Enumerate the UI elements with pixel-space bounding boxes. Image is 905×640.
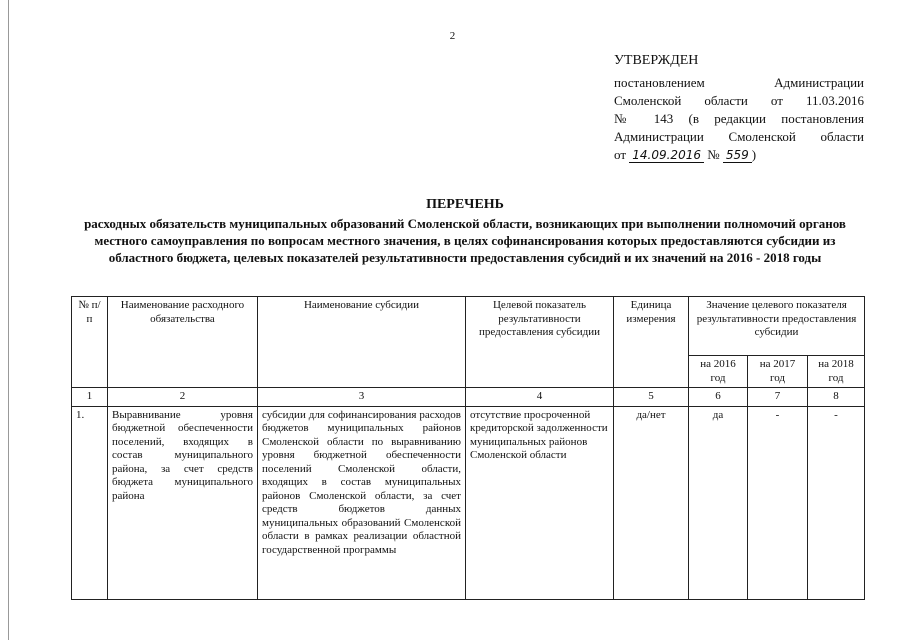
handwritten-number: 559 (723, 148, 752, 163)
handwritten-date: 14.09.2016 (629, 148, 704, 163)
header-obligation: Наименование расходного обязательства (108, 297, 258, 388)
approval-line: Администрации Смоленской области (614, 129, 864, 144)
approval-line: Смоленской области от 11.03.2016 (614, 93, 864, 108)
document-title: ПЕРЕЧЕНЬ (426, 197, 504, 212)
column-number: 7 (748, 388, 808, 407)
row-value-2017: - (748, 406, 808, 599)
subsidies-table (71, 296, 865, 600)
row-obligation: Выравнивание уровня бюджетной обеспеченности поселений, входящих в состав муниципального района, за счет средств бюджета муниципального района (108, 406, 258, 599)
column-number: 2 (108, 388, 258, 407)
table-row (72, 406, 865, 599)
document-title-block (80, 196, 850, 266)
column-number: 8 (808, 388, 865, 407)
column-number: 1 (72, 388, 108, 407)
row-unit: да/нет (614, 406, 689, 599)
approval-block (614, 52, 864, 164)
row-value-2016: да (689, 406, 748, 599)
page-number: 2 (449, 30, 456, 42)
approval-heading: УТВЕРЖДЕН (614, 53, 699, 68)
header-year-2016: на 2016 год (689, 356, 748, 388)
approval-line: № 143 (в редакции постановления (614, 111, 864, 126)
row-subsidy: субсидии для софинансирования расходов бюджетов муниципальных районов Смоленской области по выравниванию уровня бюджетной обеспеченности поселений Смоленской области, входящих в состав муниципальных районов Смоленской области, за счет средств бюджетов данных муниципальных образований Смоленской области в рамках реализации областной государственной программы (258, 406, 466, 599)
row-indicator: отсутствие просроченной кредиторской задолженности муниципальных районов Смоленской области (466, 406, 614, 599)
header-num: № п/п (72, 297, 108, 388)
number-sign: № (707, 147, 720, 162)
header-year-2017: на 2017 год (748, 356, 808, 388)
column-number: 5 (614, 388, 689, 407)
column-numbers-row (72, 388, 865, 407)
column-number: 4 (466, 388, 614, 407)
approval-from-label: от (614, 147, 627, 162)
row-num: 1. (72, 406, 108, 599)
header-subsidy: Наименование субсидии (258, 297, 466, 388)
header-year-2018: на 2018 год (808, 356, 865, 388)
page-edge-line (8, 0, 9, 640)
document-subtitle: расходных обязательств муниципальных образований Смоленской области, возникающих при выполнении полномочий органов местного самоуправления по вопросам местного значения, в целях софинансирования которых предоставляются субсидии из областного бюджета, целевых показателей результативности предоставления субсидий и их значений на 2016 - 2018 годы (84, 216, 846, 265)
header-indicator: Целевой показатель результативности предоставления субсидии (466, 297, 614, 388)
row-value-2018: - (808, 406, 865, 599)
header-value-group: Значение целевого показателя результативности предоставления субсидии (689, 297, 865, 356)
approval-line: постановлением Администрации (614, 75, 864, 90)
column-number: 6 (689, 388, 748, 407)
header-unit: Единица измерения (614, 297, 689, 388)
approval-last-line: от 14.09.2016 № 559 ) (614, 147, 757, 162)
column-number: 3 (258, 388, 466, 407)
